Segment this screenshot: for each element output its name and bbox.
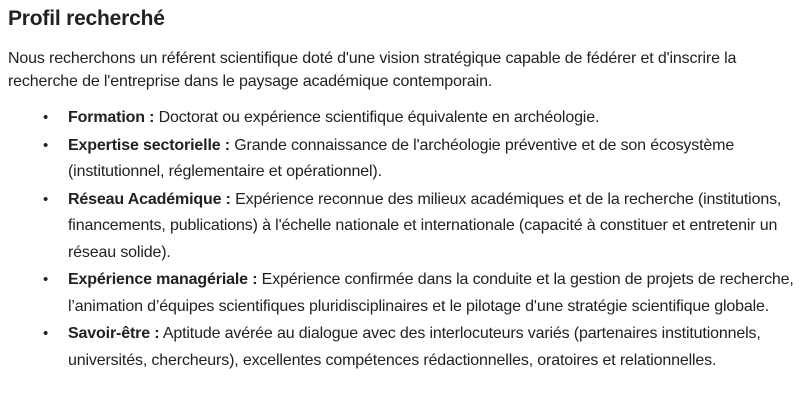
list-item-expertise bbox=[8, 133, 803, 186]
list-item-experience bbox=[8, 267, 803, 320]
bullet-icon: • bbox=[43, 190, 49, 208]
item-label: Réseau Académique : bbox=[68, 190, 231, 208]
item-label: Savoir-être : bbox=[68, 325, 160, 342]
section-title: Profil recherché bbox=[8, 7, 165, 30]
item-text: Expérience confirmée dans la conduite et la gestion de projets de recherche, l’animation d’équipes scientifiques pluridisciplinaires et le pilotage d'une stratégie scientifique globale. bbox=[68, 271, 794, 315]
item-text: Aptitude avérée au dialogue avec des interlocuteurs variés (partenaires institutionnels, universités, chercheurs), excellentes compétences rédactionnelles, oratoires et relationnelles. bbox=[68, 325, 761, 369]
item-text: Expérience reconnue des milieux académiques et de la recherche (institutions, financements, publications) à l'échelle nationale et internationale (capacité à constituer et entretenir un réseau solide). bbox=[68, 190, 782, 261]
bullet-icon: • bbox=[43, 136, 49, 154]
item-text: Grande connaissance de l'archéologie préventive et de son écosystème (institutionnel, réglementaire et opérationnel). bbox=[68, 136, 735, 180]
requirements-list bbox=[8, 105, 803, 374]
item-text: Doctorat ou expérience scientifique équivalente en archéologie. bbox=[154, 109, 600, 126]
item-label: Expertise sectorielle : bbox=[68, 136, 230, 154]
list-item-formation bbox=[8, 105, 803, 132]
list-item-reseau bbox=[8, 187, 803, 267]
intro-paragraph: Nous recherchons un référent scientifique doté d'une vision stratégique capable de fédérer et d'inscrire la recherche de l'entreprise dans le paysage académique contemporain. bbox=[8, 50, 737, 90]
bullet-icon: • bbox=[43, 325, 49, 342]
bullet-icon: • bbox=[43, 109, 49, 126]
list-item-savoir-etre bbox=[8, 321, 803, 374]
bullet-icon: • bbox=[43, 271, 49, 288]
item-label: Expérience managériale : bbox=[68, 271, 258, 288]
item-label: Formation : bbox=[68, 109, 155, 126]
